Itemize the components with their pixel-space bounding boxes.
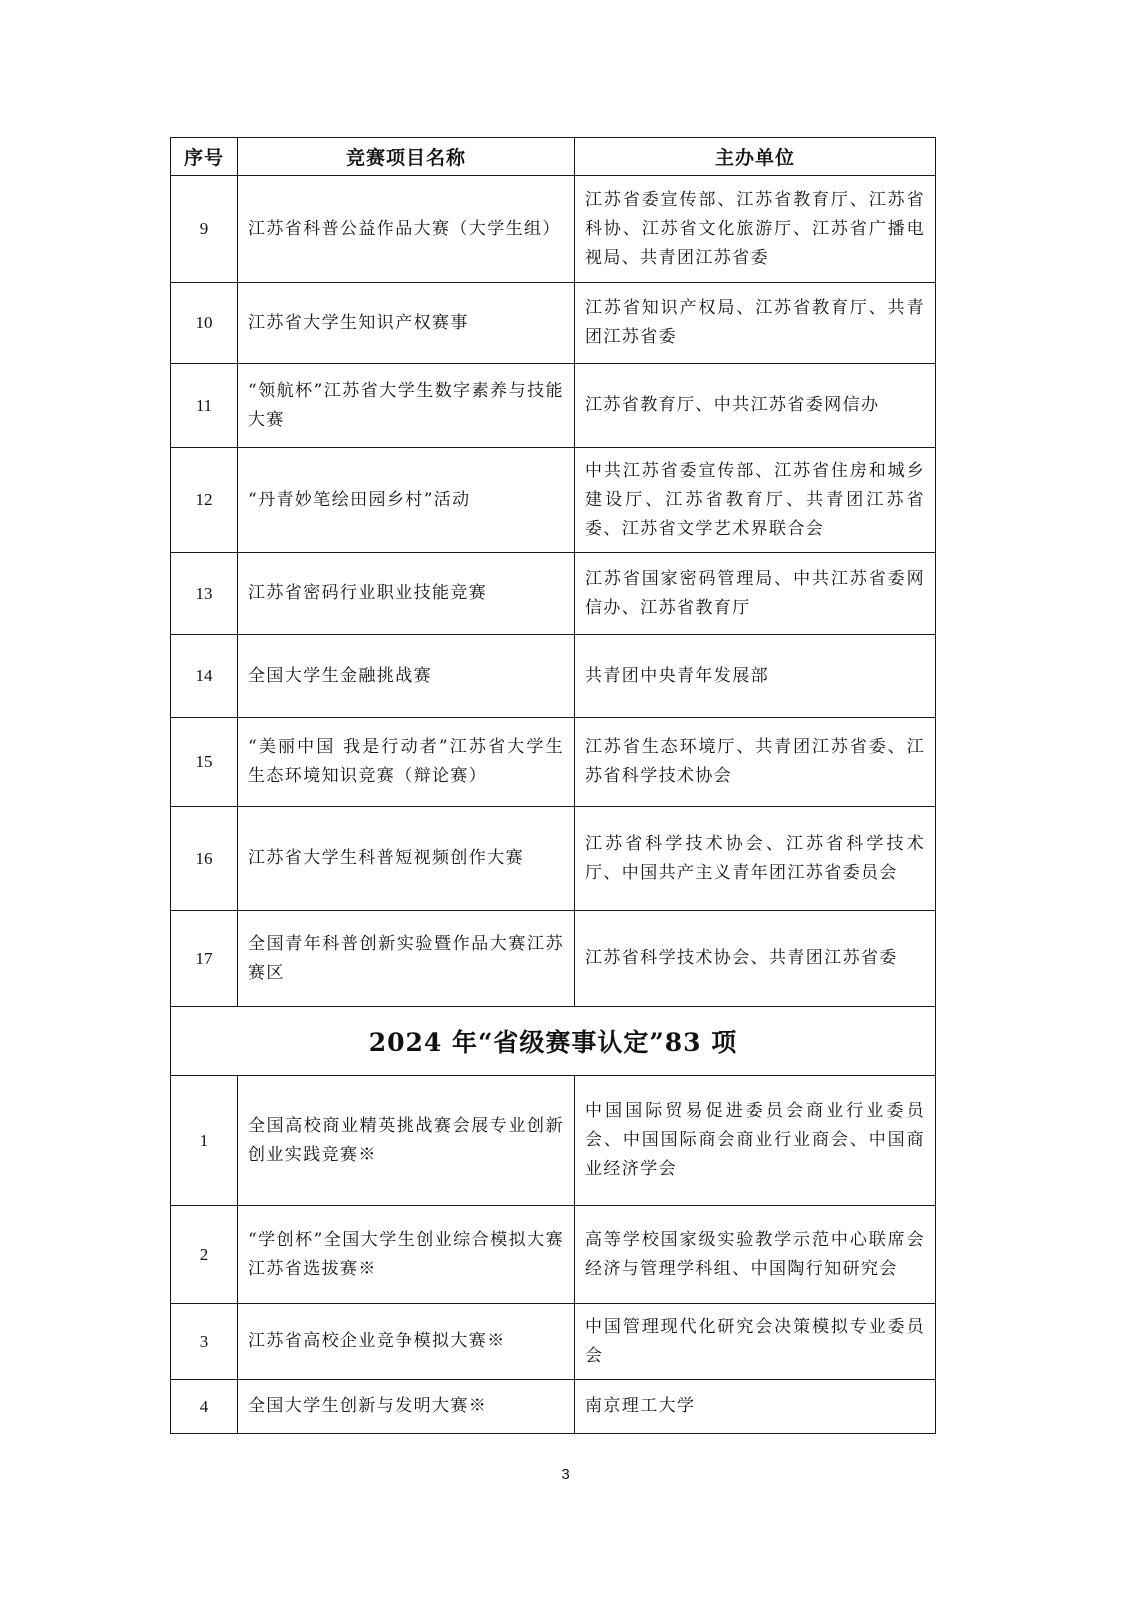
- row-seq: 12: [171, 448, 238, 553]
- table-row: [171, 635, 936, 718]
- row-name: “学创杯”全国大学生创业综合模拟大赛江苏省选拔赛※: [238, 1206, 575, 1304]
- row-org: 南京理工大学: [575, 1380, 936, 1434]
- table-row: [171, 718, 936, 807]
- table-row: [171, 1304, 936, 1380]
- table-row: [171, 807, 936, 911]
- row-seq: 1: [171, 1076, 238, 1206]
- row-name: 江苏省大学生知识产权赛事: [238, 283, 575, 364]
- row-org: 江苏省科学技术协会、江苏省科学技术厅、中国共产主义青年团江苏省委员会: [575, 807, 936, 911]
- row-name: 江苏省高校企业竞争模拟大赛※: [238, 1304, 575, 1380]
- competition-table: [170, 137, 936, 1434]
- table-row: [171, 1076, 936, 1206]
- header-name: 竞赛项目名称: [238, 138, 575, 176]
- row-org: 江苏省知识产权局、江苏省教育厅、共青团江苏省委: [575, 283, 936, 364]
- row-seq: 15: [171, 718, 238, 807]
- row-org: 江苏省科学技术协会、共青团江苏省委: [575, 911, 936, 1007]
- row-name: 全国青年科普创新实验暨作品大赛江苏赛区: [238, 911, 575, 1007]
- row-name: 江苏省科普公益作品大赛（大学生组）: [238, 176, 575, 283]
- row-org: 中国国际贸易促进委员会商业行业委员会、中国国际商会商业行业商会、中国商业经济学会: [575, 1076, 936, 1206]
- row-name: “美丽中国 我是行动者”江苏省大学生生态环境知识竞赛（辩论赛）: [238, 718, 575, 807]
- row-org: 江苏省生态环境厅、共青团江苏省委、江苏省科学技术协会: [575, 718, 936, 807]
- page-number: 3: [561, 1466, 570, 1483]
- row-seq: 3: [171, 1304, 238, 1380]
- row-seq: 10: [171, 283, 238, 364]
- row-seq: 4: [171, 1380, 238, 1434]
- row-org: 江苏省教育厅、中共江苏省委网信办: [575, 364, 936, 448]
- table-row: [171, 448, 936, 553]
- table-row: [171, 911, 936, 1007]
- row-org: 江苏省国家密码管理局、中共江苏省委网信办、江苏省教育厅: [575, 553, 936, 635]
- table-header-row: [171, 138, 936, 176]
- row-name: 全国大学生创新与发明大赛※: [238, 1380, 575, 1434]
- section-header-row: [171, 1007, 936, 1076]
- table-row: [171, 176, 936, 283]
- header-seq: 序号: [171, 138, 238, 176]
- row-org: 江苏省委宣传部、江苏省教育厅、江苏省科协、江苏省文化旅游厅、江苏省广播电视局、共青团江苏省委: [575, 176, 936, 283]
- row-seq: 14: [171, 635, 238, 718]
- row-seq: 13: [171, 553, 238, 635]
- row-org: 高等学校国家级实验教学示范中心联席会经济与管理学科组、中国陶行知研究会: [575, 1206, 936, 1304]
- row-seq: 9: [171, 176, 238, 283]
- row-name: 江苏省大学生科普短视频创作大赛: [238, 807, 575, 911]
- section-title: 2024 年“省级赛事认定”83 项: [171, 1007, 936, 1076]
- row-seq: 11: [171, 364, 238, 448]
- table-row: [171, 1380, 936, 1434]
- row-name: “丹青妙笔绘田园乡村”活动: [238, 448, 575, 553]
- table-row: [171, 553, 936, 635]
- row-org: 共青团中央青年发展部: [575, 635, 936, 718]
- table-row: [171, 1206, 936, 1304]
- row-name: 全国高校商业精英挑战赛会展专业创新创业实践竞赛※: [238, 1076, 575, 1206]
- table-row: [171, 364, 936, 448]
- row-name: “领航杯”江苏省大学生数字素养与技能大赛: [238, 364, 575, 448]
- header-org: 主办单位: [575, 138, 936, 176]
- row-org: 中共江苏省委宣传部、江苏省住房和城乡建设厅、江苏省教育厅、共青团江苏省委、江苏省文学艺术界联合会: [575, 448, 936, 553]
- row-seq: 2: [171, 1206, 238, 1304]
- row-seq: 17: [171, 911, 238, 1007]
- row-seq: 16: [171, 807, 238, 911]
- row-name: 全国大学生金融挑战赛: [238, 635, 575, 718]
- row-name: 江苏省密码行业职业技能竞赛: [238, 553, 575, 635]
- table-row: [171, 283, 936, 364]
- row-org: 中国管理现代化研究会决策模拟专业委员会: [575, 1304, 936, 1380]
